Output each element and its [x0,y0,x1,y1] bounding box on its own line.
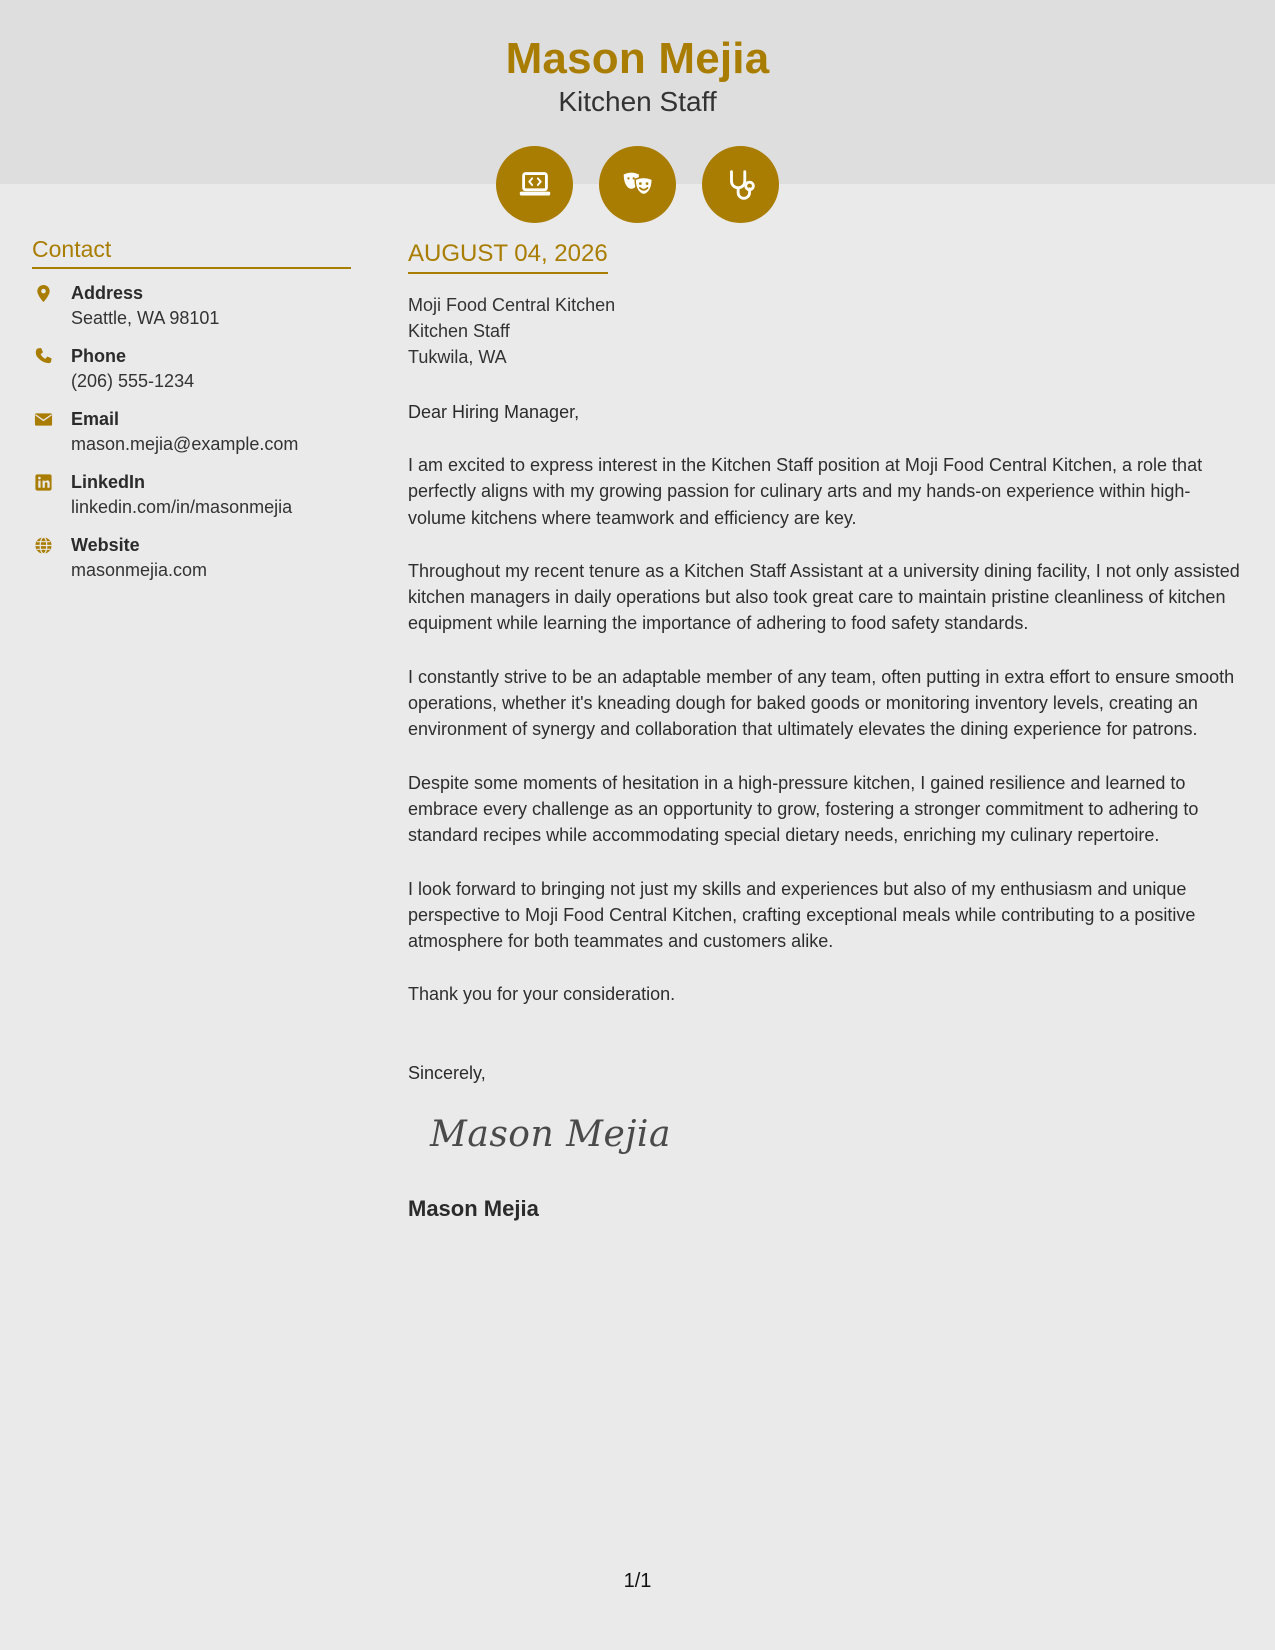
contact-label: Email [71,409,120,429]
contact-address [32,281,351,344]
contact-value[interactable]: mason.mejia@example.com [71,434,299,454]
candidate-name: Mason Mejia [505,34,770,83]
contact-label: Website [71,535,140,555]
envelope-icon [34,410,53,429]
recipient-company: Moji Food Central Kitchen [408,295,616,315]
phone-icon [34,347,53,366]
interest-icons [496,146,779,223]
paragraph: I constantly strive to be an adaptable member of any team, often putting in extra effort to ensure smooth operations, whether it's kneading dough for baked goods or monitoring inventory levels, creating an environment of synergy and collaboration that ultimately elevates the dining experience for patrons. [408,666,1235,740]
contact-heading: Contact [32,236,351,269]
greeting: Dear Hiring Manager, [408,402,580,422]
contact-label: Phone [71,346,127,366]
stethoscope-icon [702,146,779,223]
contact-label: Address [71,283,144,303]
paragraph: I look forward to bringing not just my skills and experiences but also of my enthusiasm and unique perspective to Moji Food Central Kitchen, crafting exceptional meals while contributing to a positive atmosphere for both teammates and customers alike. [408,878,1196,952]
theater-masks-icon [599,146,676,223]
letter-date: AUGUST 04, 2026 [408,240,608,274]
contact-label: LinkedIn [71,472,146,492]
closing: Sincerely, [408,1062,486,1083]
job-title: Kitchen Staff [558,86,717,117]
contact-sidebar [32,236,351,596]
globe-icon [34,536,53,555]
map-pin-icon [34,284,53,303]
letter-body [408,240,1243,1222]
laptop-code-icon [496,146,573,223]
paragraph: Despite some moments of hesitation in a high-pressure kitchen, I gained resilience and learned to embrace every challenge as an opportunity to grow, fostering a stronger commitment to adhering to standard recipes while accommodating special dietary needs, enriching my culinary repertoire. [408,772,1199,846]
recipient-position: Kitchen Staff [408,321,510,341]
page-number: 1/1 [623,1570,652,1592]
contact-value: (206) 555-1234 [71,371,195,391]
contact-linkedin [32,470,351,533]
contact-value: Seattle, WA 98101 [71,308,220,328]
linkedin-icon [34,473,53,492]
contact-phone [32,344,351,407]
paragraph: Throughout my recent tenure as a Kitchen Staff Assistant at a university dining facility, I not only assisted kitchen managers in daily operations but also took great care to maintain pristine cleanliness of kitchen equipment while learning the importance of adhering to food safety standards. [408,560,1240,634]
handwritten-signature: Mason Mejia [430,1113,671,1155]
signoff-name: Mason Mejia [408,1195,539,1221]
paragraph: Thank you for your consideration. [408,984,676,1005]
contact-value[interactable]: masonmejia.com [71,560,208,580]
contact-email [32,407,351,470]
recipient-block [408,292,1243,370]
contact-website [32,533,351,596]
contact-value[interactable]: linkedin.com/in/masonmejia [71,497,293,517]
recipient-location: Tukwila, WA [408,347,507,367]
paragraph: I am excited to express interest in the Kitchen Staff position at Moji Food Central Kitchen, a role that perfectly aligns with my growing passion for culinary arts and my hands-on experience within high-volume kitchens where teamwork and efficiency are key. [408,455,1203,528]
